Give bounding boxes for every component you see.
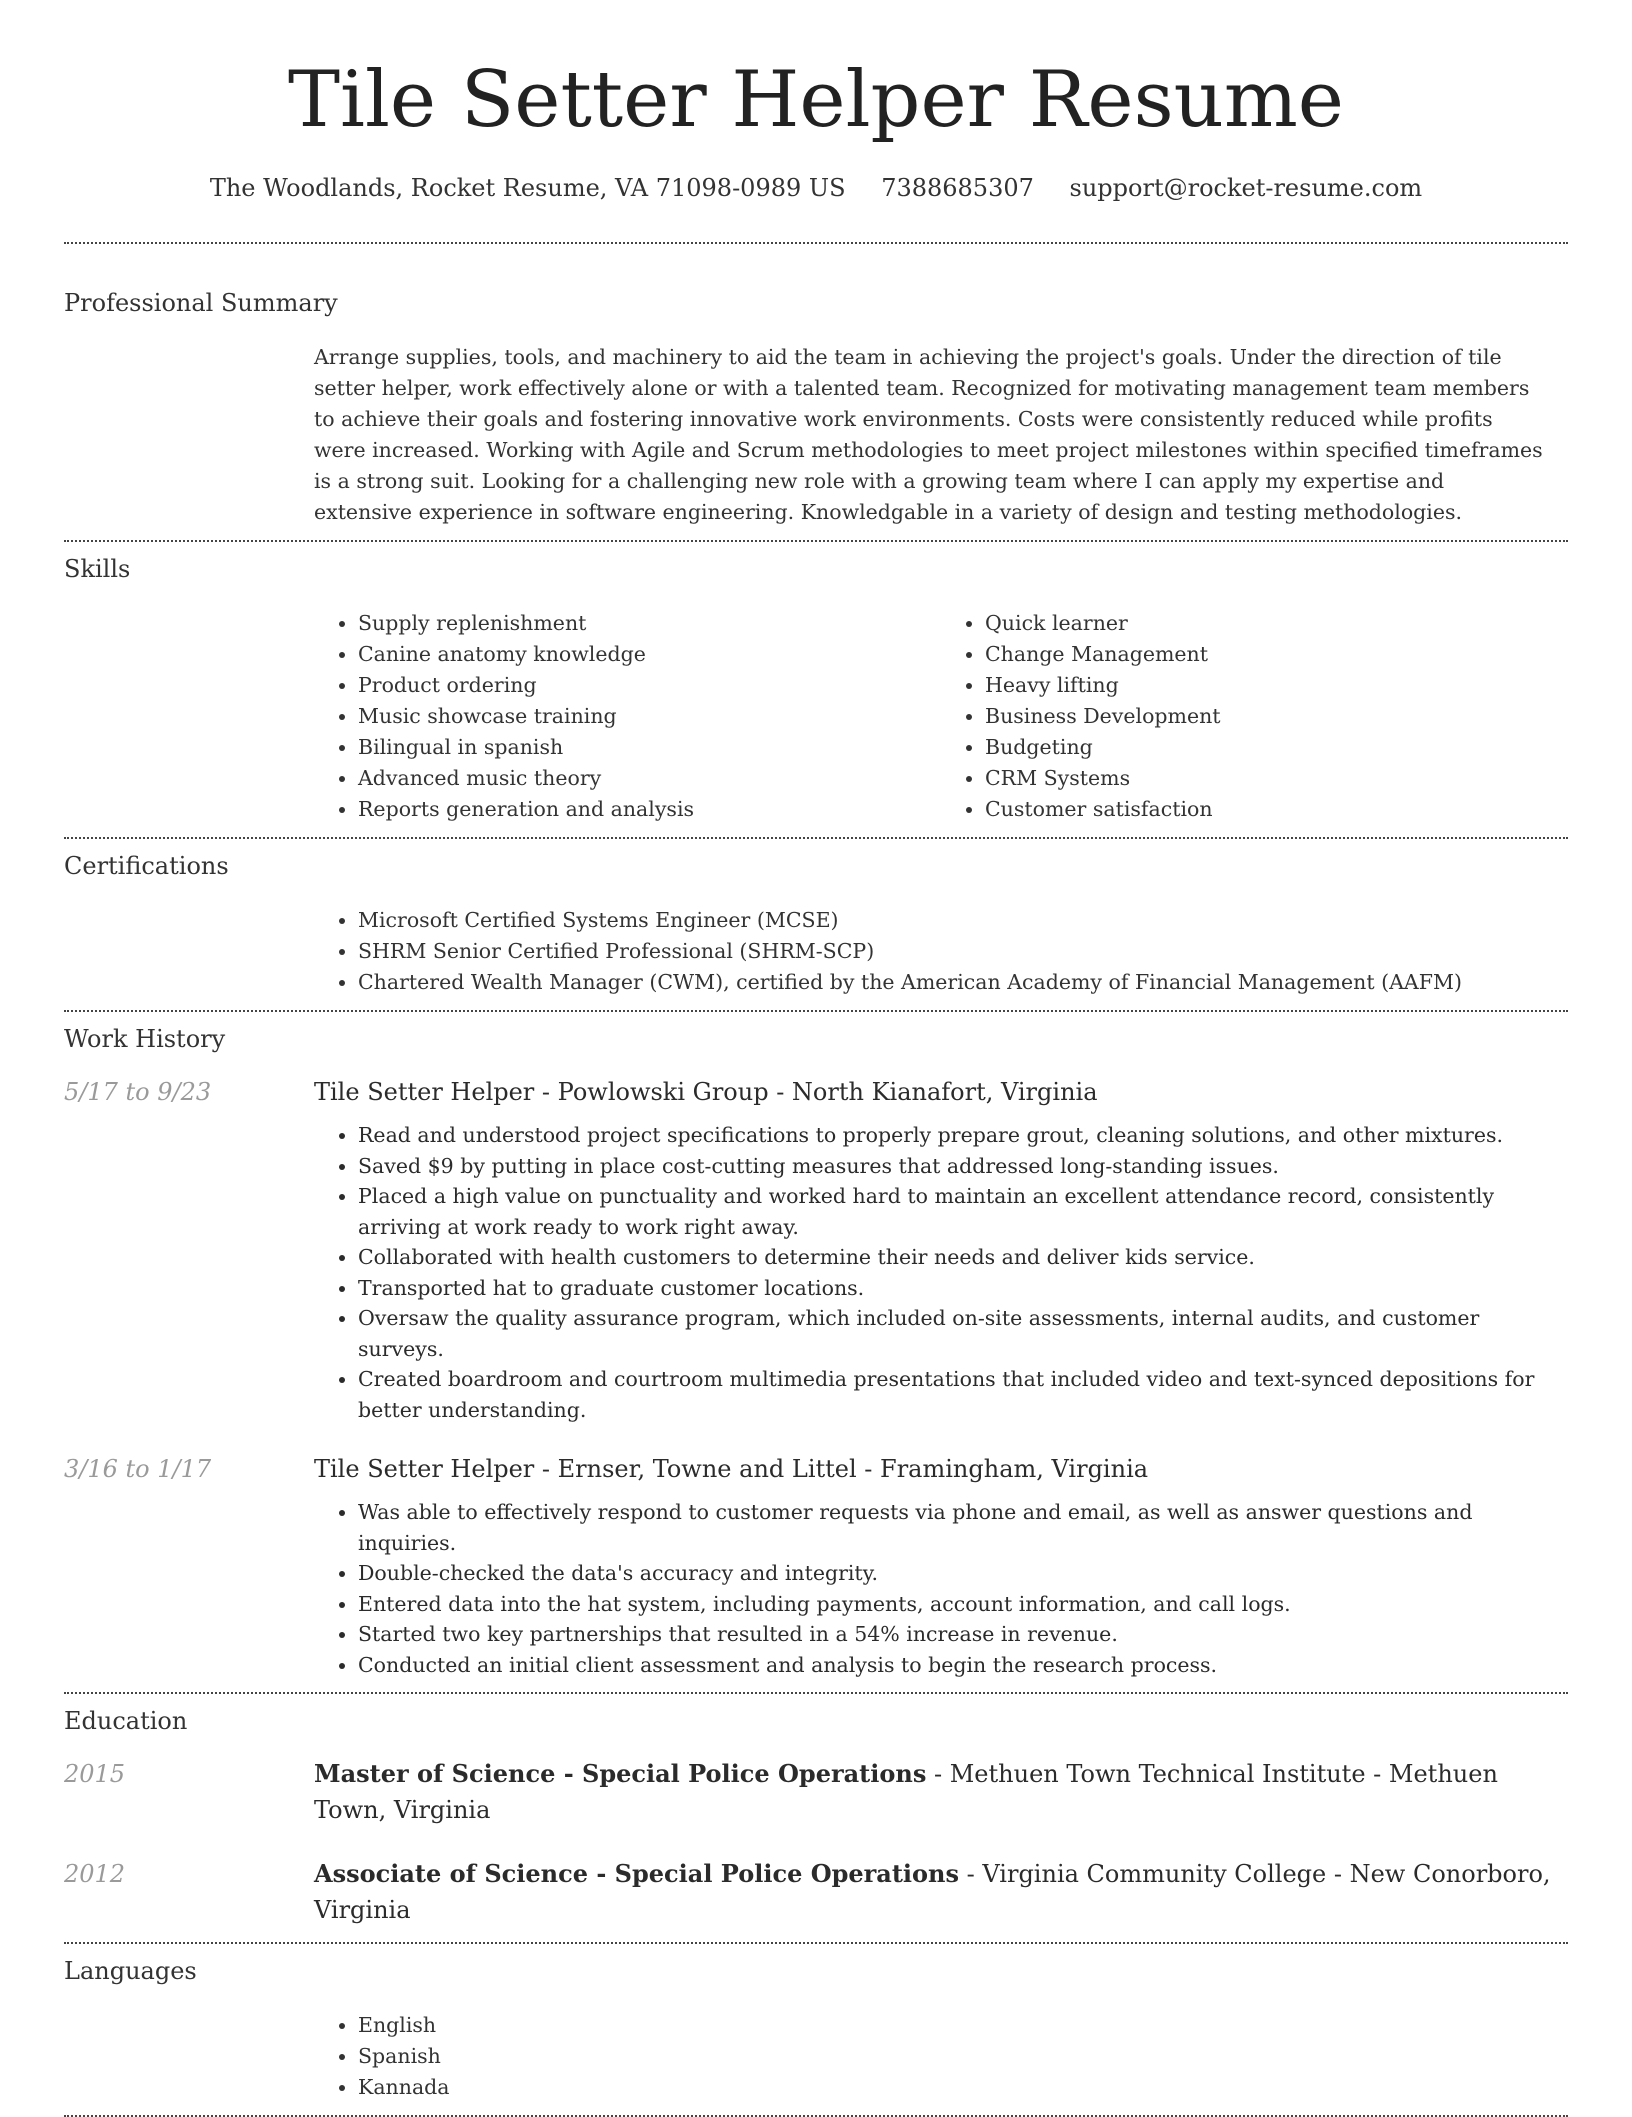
section-heading-languages: Languages bbox=[64, 1957, 197, 1985]
list-item: • Oversaw the quality assurance program, which included on-site assessments, internal audits, and customer surveys. bbox=[358, 1303, 1558, 1364]
list-item: • Placed a high value on punctuality and worked hard to maintain an excellent attendance record, consistently arriving at work ready to work right away. bbox=[358, 1181, 1558, 1242]
list-item: • Change Management bbox=[985, 639, 1568, 670]
list-item: • Budgeting bbox=[985, 732, 1568, 763]
education-container bbox=[64, 1756, 1568, 1928]
section-work-history bbox=[64, 1012, 1568, 1680]
list-item: • Product ordering bbox=[358, 670, 941, 701]
certifications-content bbox=[314, 905, 1568, 998]
job-body bbox=[314, 1074, 1568, 1425]
list-item: • Chartered Wealth Manager (CWM), certified by the American Academy of Financial Management (AAFM) bbox=[358, 967, 1568, 998]
section-heading-certifications: Certifications bbox=[64, 852, 229, 880]
summary-text: Arrange supplies, tools, and machinery to aid the team in achieving the project's goals. Under the direction of tile setter helper, work effectively alone or with a talented team. Recognized for motivating management team members to achieve their goals and fostering innovative work environments. Costs were consistently reduced while profits were increased. Working with Agile and Scrum methodologies to meet project milestones within specified timeframes is a strong suit. Looking for a challenging new role with a growing team where I can apply my expertise and extensive experience in software engineering. Knowledgable in a variety of design and testing methodologies. bbox=[314, 345, 1543, 524]
job-company-location: - Ernser, Towne and Littel - Framingham, Virginia bbox=[534, 1455, 1149, 1483]
certifications-list bbox=[314, 905, 1568, 998]
list-item: • Canine anatomy knowledge bbox=[358, 639, 941, 670]
list-item: • Business Development bbox=[985, 701, 1568, 732]
education-degree: Associate of Science - Special Police Operations bbox=[314, 1859, 960, 1888]
languages-content bbox=[314, 2010, 1568, 2103]
list-item: • Read and understood project specifications to properly prepare grout, cleaning solutions, and other mixtures. bbox=[358, 1120, 1558, 1151]
education-heading bbox=[314, 1756, 1568, 1828]
list-item: • Collaborated with health customers to determine their needs and deliver kids service. bbox=[358, 1242, 1558, 1273]
list-item: • Customer satisfaction bbox=[985, 794, 1568, 825]
list-item: • Bilingual in spanish bbox=[358, 732, 941, 763]
education-degree: Master of Science - Special Police Operations bbox=[314, 1759, 927, 1788]
education-entry bbox=[64, 1756, 1568, 1828]
job-dates: 3/16 to 1/17 bbox=[64, 1455, 212, 1483]
section-skills bbox=[64, 542, 1568, 825]
section-education bbox=[64, 1694, 1568, 1928]
list-item: • Conducted an initial client assessment and analysis to begin the research process. bbox=[358, 1650, 1558, 1681]
education-year: 2015 bbox=[64, 1760, 126, 1788]
list-item: • English bbox=[358, 2010, 1568, 2041]
section-certifications bbox=[64, 839, 1568, 998]
job-bullets bbox=[314, 1120, 1568, 1425]
section-languages bbox=[64, 1944, 1568, 2103]
list-item: • Double-checked the data's accuracy and integrity. bbox=[358, 1558, 1558, 1589]
list-item: • Heavy lifting bbox=[985, 670, 1568, 701]
job-role: Tile Setter Helper bbox=[314, 1455, 535, 1483]
job-dates: 5/17 to 9/23 bbox=[64, 1078, 212, 1106]
job-entry bbox=[64, 1074, 1568, 1425]
job-heading bbox=[314, 1074, 1568, 1110]
contact-line bbox=[64, 172, 1568, 204]
section-heading-work: Work History bbox=[64, 1025, 226, 1053]
contact-email[interactable]: support@rocket-resume.com bbox=[1069, 174, 1423, 202]
section-heading-skills: Skills bbox=[64, 555, 131, 583]
list-item: • Reports generation and analysis bbox=[358, 794, 941, 825]
list-item: • Advanced music theory bbox=[358, 763, 941, 794]
section-summary bbox=[64, 244, 1568, 528]
skills-grid bbox=[314, 608, 1568, 825]
job-role: Tile Setter Helper bbox=[314, 1078, 535, 1106]
list-item: • Created boardroom and courtroom multimedia presentations that included video and text-synced depositions for better understanding. bbox=[358, 1364, 1558, 1425]
list-item: • Supply replenishment bbox=[358, 608, 941, 639]
jobs-container bbox=[64, 1074, 1568, 1680]
job-body bbox=[314, 1451, 1568, 1680]
list-item: • Microsoft Certified Systems Engineer (MCSE) bbox=[358, 905, 1568, 936]
list-item: • CRM Systems bbox=[985, 763, 1568, 794]
list-item: • Transported hat to graduate customer locations. bbox=[358, 1273, 1558, 1304]
job-company-location: - Powlowski Group - North Kianafort, Virginia bbox=[534, 1078, 1098, 1106]
section-heading-education: Education bbox=[64, 1707, 188, 1735]
contact-phone: 7388685307 bbox=[881, 174, 1034, 202]
contact-address: The Woodlands, Rocket Resume, VA 71098-0989 US bbox=[209, 174, 846, 202]
education-entry bbox=[64, 1856, 1568, 1928]
list-item: • Music showcase training bbox=[358, 701, 941, 732]
section-heading-summary: Professional Summary bbox=[64, 289, 338, 317]
list-item: • Entered data into the hat system, including payments, account information, and call logs. bbox=[358, 1589, 1558, 1620]
education-year: 2012 bbox=[64, 1860, 126, 1888]
list-item: • Started two key partnerships that resulted in a 54% increase in revenue. bbox=[358, 1619, 1558, 1650]
list-item: • Saved $9 by putting in place cost-cutting measures that addressed long-standing issues. bbox=[358, 1151, 1558, 1182]
education-school-location: - Methuen Town Technical Institute - Methuen Town, Virginia bbox=[314, 1760, 1498, 1824]
list-item: • Was able to effectively respond to customer requests via phone and email, as well as answer questions and inquiries. bbox=[358, 1497, 1558, 1558]
languages-list bbox=[314, 2010, 1568, 2103]
skills-list-left bbox=[314, 608, 941, 825]
skills-list-right bbox=[941, 608, 1568, 825]
job-entry bbox=[64, 1451, 1568, 1680]
list-item: • SHRM Senior Certified Professional (SHRM-SCP) bbox=[358, 936, 1568, 967]
list-item: • Quick learner bbox=[985, 608, 1568, 639]
resume-title: Tile Setter Helper Resume bbox=[288, 55, 1344, 145]
list-item: • Spanish bbox=[358, 2041, 1568, 2072]
education-heading bbox=[314, 1856, 1568, 1928]
list-item: • Kannada bbox=[358, 2072, 1568, 2103]
education-school-location: - Virginia Community College - New Conorboro, Virginia bbox=[314, 1860, 1551, 1924]
job-bullets bbox=[314, 1497, 1568, 1680]
job-heading bbox=[314, 1451, 1568, 1487]
